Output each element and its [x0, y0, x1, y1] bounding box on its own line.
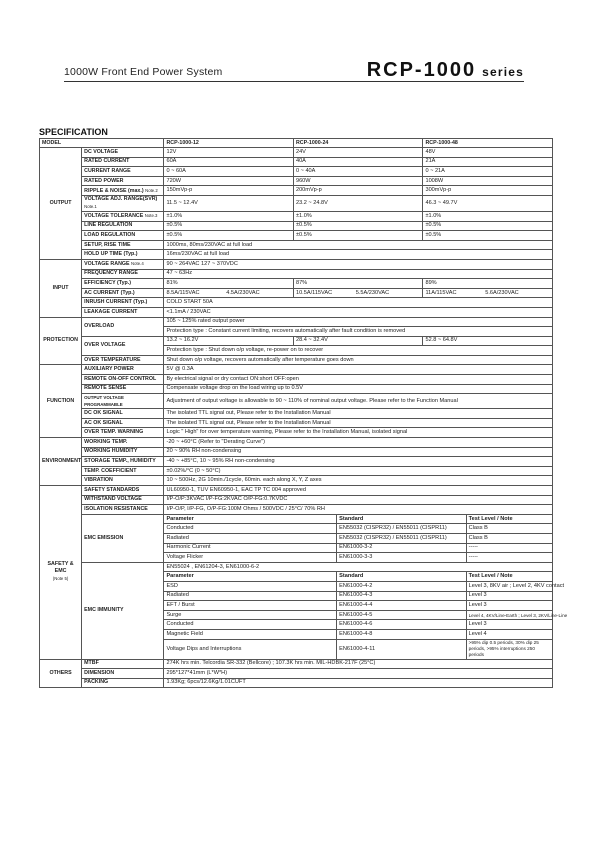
label: SETUP, RISE TIME — [82, 240, 164, 250]
value: Shut down o/p voltage, recovers automatically after temperature goes down — [164, 355, 553, 365]
standard: EN61000-4-8 — [337, 629, 467, 639]
standard: EN61000-4-11 — [337, 639, 467, 659]
param: Conducted — [164, 620, 337, 630]
value: 1000ms, 80ms/230VAC at full load — [164, 240, 553, 250]
value: 90 ~ 264VAC 127 ~ 370VDC — [164, 259, 553, 269]
col-rcp-1000-24: RCP-1000-24 — [293, 139, 423, 148]
group-output: OUTPUT — [40, 148, 82, 260]
standard: EN61000-3-3 — [337, 553, 467, 563]
level: Class B — [466, 533, 552, 543]
value: I/P-O/P, I/P-FG, O/P-FG:100M Ohms / 500VDC / 25°C/ 70% RH — [164, 505, 553, 515]
spec-title: SPECIFICATION — [39, 127, 108, 137]
value: UL60950-1, TUV EN60950-1, EAC TP TC 004 approved — [164, 486, 553, 496]
param: Magnetic Field — [164, 629, 337, 639]
value-line1: 105 ~ 125% rated output power — [164, 317, 553, 327]
value-48: 52.8 ~ 64.8V — [423, 336, 553, 346]
label: HOLD UP TIME (Typ.) — [82, 250, 164, 260]
value-12: ±0.5% — [164, 221, 294, 231]
row-load-regulation — [40, 231, 553, 241]
value: 1.93Kg; 6pcs/12.6Kg/1.01CUFT — [164, 678, 553, 688]
value-48: 300mVp-p — [423, 186, 553, 196]
label: OVER TEMPERATURE — [82, 355, 164, 365]
value: EN55024 , EN61204-3, EN61000-6-2 — [164, 562, 553, 572]
value: -20 ~ +60°C (Refer to "Derating Curve") — [164, 438, 553, 448]
row-leakage-current — [40, 307, 553, 317]
row-output-programmable — [40, 394, 553, 409]
col-rcp-1000-48: RCP-1000-48 — [423, 139, 553, 148]
label: OVERLOAD — [82, 317, 164, 336]
label: LEAKAGE CURRENT — [82, 307, 164, 317]
level: Class B — [466, 524, 552, 534]
value: -40 ~ +85°C, 10 ~ 95% RH non-condensing — [164, 457, 553, 467]
label: AC CURRENT (Typ.) — [82, 288, 164, 298]
label: WORKING HUMIDITY — [82, 447, 164, 457]
row-over-temperature — [40, 355, 553, 365]
value-24: 0 ~ 40A — [293, 167, 423, 177]
param: EFT / Burst — [164, 601, 337, 611]
value: The isolated TTL signal out, Please refer to the Installation Manual — [164, 409, 553, 419]
row-dc-voltage — [40, 148, 553, 158]
note-ref: Note.1 — [84, 203, 97, 209]
value-12: 13.2 ~ 16.2V — [164, 336, 294, 346]
label-text: VOLTAGE TOLERANCE — [84, 213, 144, 220]
value-12: ±0.5% — [164, 231, 294, 241]
value-24 — [293, 288, 423, 298]
standard: EN61000-4-3 — [337, 591, 467, 601]
label: AUXILIARY POWER — [82, 365, 164, 375]
series-label: series — [482, 65, 524, 79]
param: Surge — [164, 610, 337, 620]
value-115: 11A/115VAC — [425, 289, 457, 296]
group-environment: ENVIRONMENT — [40, 438, 82, 486]
label: DIMENSION — [82, 669, 164, 679]
row-dimension — [40, 669, 553, 679]
label: LOAD REGULATION — [82, 231, 164, 241]
label: INRUSH CURRENT (Typ.) — [82, 298, 164, 308]
value-12: 11.5 ~ 12.4V — [164, 195, 294, 211]
level: ----- — [466, 543, 552, 553]
row-over-temp-warning — [40, 428, 553, 438]
standard: EN61000-3-2 — [337, 543, 467, 553]
value-115: 10.5A/115VAC — [295, 289, 333, 296]
head-standard: Standard — [337, 572, 467, 582]
value-48 — [423, 288, 553, 298]
value: <1.1mA / 230VAC — [164, 307, 553, 317]
row-dc-ok — [40, 409, 553, 419]
level: Level 3, 8KV air ; Level 2, 4KV contact — [466, 581, 552, 591]
row-mtbf — [40, 659, 553, 669]
value-48: 89% — [423, 279, 553, 289]
label: STORAGE TEMP., HUMIDITY — [82, 457, 164, 467]
head-level: Test Level / Note — [466, 514, 552, 524]
value-24: 24V — [293, 148, 423, 158]
value-48: 46.3 ~ 49.7V — [423, 195, 553, 211]
value-24: ±0.5% — [293, 231, 423, 241]
group-line1: SAFETY & — [47, 561, 74, 568]
label: DC OK SIGNAL — [82, 409, 164, 419]
row-working-humidity — [40, 447, 553, 457]
document-header — [64, 58, 524, 80]
label: OVER VOLTAGE — [82, 336, 164, 355]
note-ref: Note.4 — [131, 261, 144, 267]
label: WITHSTAND VOLTAGE — [82, 495, 164, 505]
row-ac-current — [40, 288, 553, 298]
value-24: 28.4 ~ 32.4V — [293, 336, 423, 346]
standard: EN61000-4-2 — [337, 581, 467, 591]
row-vibration — [40, 476, 553, 486]
param: Radiated — [164, 591, 337, 601]
param: Voltage Flicker — [164, 553, 337, 563]
label: FREQUENCY RANGE — [82, 269, 164, 279]
label: SAFETY STANDARDS — [82, 486, 164, 496]
head-standard: Standard — [337, 514, 467, 524]
value-24: 87% — [293, 279, 423, 289]
row-setup-rise — [40, 240, 553, 250]
immunity-standard-row — [40, 562, 553, 572]
standard: EN61000-4-5 — [337, 610, 467, 620]
value-48: 48V — [423, 148, 553, 158]
level: Level 3 — [466, 620, 552, 630]
label: RATED POWER — [82, 176, 164, 186]
level: ----- — [466, 553, 552, 563]
row-voltage-range — [40, 259, 553, 269]
label — [82, 195, 164, 211]
row-voltage-adj — [40, 195, 553, 211]
model-header: MODEL — [40, 139, 164, 148]
label: EMC IMMUNITY — [82, 562, 164, 659]
value: 295*127*41mm (L*W*H) — [164, 669, 553, 679]
value-48: 0 ~ 21A — [423, 167, 553, 177]
value: Compensate voltage drop on the load wiring up to 0.5V — [164, 384, 553, 394]
value-230: 5.5A/230VAC — [355, 289, 390, 296]
level: Level 4, 4KV/Line-Earth ; Level 3, 2KV/Line-Line — [466, 610, 552, 620]
row-remote-sense — [40, 384, 553, 394]
value: 274K hrs min. Telcordia SR-332 (Bellcore) ; 107.3K hrs min. MIL-HDBK-217F (25°C) — [164, 659, 553, 669]
standard: EN61000-4-6 — [337, 620, 467, 630]
row-withstand-voltage — [40, 495, 553, 505]
label: ISOLATION RESISTANCE — [82, 505, 164, 515]
row-working-temp — [40, 438, 553, 448]
value: The isolated TTL signal out, Please refer to the Installation Manual — [164, 418, 553, 428]
row-efficiency — [40, 279, 553, 289]
value-12: 60A — [164, 157, 294, 167]
label: MTBF — [82, 659, 164, 669]
value-48: 1008W — [423, 176, 553, 186]
label: DC VOLTAGE — [82, 148, 164, 158]
param: Voltage Dips and Interruptions — [164, 639, 337, 659]
label — [82, 259, 164, 269]
value-12: ±1.0% — [164, 211, 294, 221]
group-safety-emc — [40, 486, 82, 660]
value-115: 8.5A/115VAC — [166, 289, 200, 296]
row-voltage-tolerance — [40, 211, 553, 221]
row-temp-coefficient — [40, 466, 553, 476]
group-protection: PROTECTION — [40, 317, 82, 365]
value-230: 4.5A/230VAC — [226, 289, 260, 296]
row-current-range — [40, 167, 553, 177]
value-line2: Protection type : Constant current limiting, recovers automatically after fault condition is removed — [164, 327, 553, 337]
row-isolation-resistance — [40, 505, 553, 515]
level: Level 3 — [466, 601, 552, 611]
label-text: VOLTAGE RANGE — [84, 261, 130, 268]
header-row — [40, 139, 553, 148]
param: Harmonic Current — [164, 543, 337, 553]
value: 47 ~ 63Hz — [164, 269, 553, 279]
label: LINE REGULATION — [82, 221, 164, 231]
label-text: VOLTAGE ADJ. RANGE(SVR) — [84, 195, 158, 202]
label: EFFICIENCY (Typ.) — [82, 279, 164, 289]
value-12: 12V — [164, 148, 294, 158]
standard: EN55032 (CISPR32) / EN55011 (CISPR11) — [337, 524, 467, 534]
label: AC OK SIGNAL — [82, 418, 164, 428]
row-over-voltage — [40, 336, 553, 346]
value: COLD START 50A — [164, 298, 553, 308]
label: RATED CURRENT — [82, 157, 164, 167]
standard: EN55032 (CISPR32) / EN55011 (CISPR11) — [337, 533, 467, 543]
label — [82, 186, 164, 196]
value: ±0.02%/°C (0 ~ 50°C) — [164, 466, 553, 476]
value-48: ±0.5% — [423, 231, 553, 241]
header-model — [367, 59, 524, 82]
row-hold-up — [40, 250, 553, 260]
label — [82, 211, 164, 221]
head-level: Test Level / Note — [466, 572, 552, 582]
value-24: 200mVp-p — [293, 186, 423, 196]
value: I/P-O/P:3KVAC I/P-FG:2KVAC O/P-FG:0.7KVDC — [164, 495, 553, 505]
row-storage — [40, 457, 553, 467]
value: 5V @ 0.3A — [164, 365, 553, 375]
value: Adjustment of output voltage is allowable to 90 ~ 110% of nominal output voltage. Please refer to the Function Manual — [164, 394, 553, 409]
spec-table — [39, 138, 568, 688]
label: REMOTE SENSE — [82, 384, 164, 394]
value: 10 ~ 500Hz, 2G 10min./1cycle, 60min. each along X, Y, Z axes — [164, 476, 553, 486]
row-aux-power — [40, 365, 553, 375]
value-48: ±1.0% — [423, 211, 553, 221]
value-12: 81% — [164, 279, 294, 289]
standard: EN61000-4-4 — [337, 601, 467, 611]
value-24: ±0.5% — [293, 221, 423, 231]
value-24: 40A — [293, 157, 423, 167]
group-input: INPUT — [40, 259, 82, 317]
value-24: 960W — [293, 176, 423, 186]
group-line2: EMC — [54, 568, 67, 575]
label: EMC EMISSION — [82, 514, 164, 562]
row-remote-onoff — [40, 375, 553, 385]
group-note: (Note 5) — [52, 576, 69, 582]
level: Level 3 — [466, 591, 552, 601]
value-12: 720W — [164, 176, 294, 186]
group-function: FUNCTION — [40, 365, 82, 438]
value-12: 150mVp-p — [164, 186, 294, 196]
row-ripple-noise — [40, 186, 553, 196]
header-subtitle: 1000W Front End Power System — [64, 66, 223, 78]
row-inrush-current — [40, 298, 553, 308]
col-rcp-1000-12: RCP-1000-12 — [164, 139, 294, 148]
value-line2: Protection type : Shut down o/p voltage, re-power on to recover — [164, 346, 553, 356]
value: By electrical signal or dry contact ON:short OFF:open — [164, 375, 553, 385]
value-230: 5.6A/230VAC — [485, 289, 519, 296]
row-ac-ok — [40, 418, 553, 428]
label-text: RIPPLE & NOISE (max.) — [84, 187, 144, 194]
value: Logic " High" for over temperature warning, Please refer to the Installation Manual, isolated signal — [164, 428, 553, 438]
head-param: Parameter — [164, 572, 337, 582]
label: PACKING — [82, 678, 164, 688]
row-rated-current — [40, 157, 553, 167]
value: 20 ~ 90% RH non-condensing — [164, 447, 553, 457]
label: WORKING TEMP. — [82, 438, 164, 448]
value-12 — [164, 288, 294, 298]
row-overload — [40, 317, 553, 327]
group-others: OTHERS — [40, 659, 82, 688]
label: TEMP. COEFFICIENT — [82, 466, 164, 476]
label: CURRENT RANGE — [82, 167, 164, 177]
label: VIBRATION — [82, 476, 164, 486]
head-param: Parameter — [164, 514, 337, 524]
row-frequency-range — [40, 269, 553, 279]
row-packing — [40, 678, 553, 688]
value-24: ±1.0% — [293, 211, 423, 221]
value-24: 23.2 ~ 24.8V — [293, 195, 423, 211]
param: Conducted — [164, 524, 337, 534]
label: OVER TEMP. WARNING — [82, 428, 164, 438]
value-12: 0 ~ 60A — [164, 167, 294, 177]
note-ref: Note.2 — [145, 187, 158, 193]
row-rated-power — [40, 176, 553, 186]
row-safety-standards — [40, 486, 553, 496]
model-name: RCP-1000 — [366, 59, 477, 81]
value-48: ±0.5% — [423, 221, 553, 231]
param: Radiated — [164, 533, 337, 543]
note-ref: Note.3 — [144, 213, 158, 219]
label: OUTPUT VOLTAGE PROGRAMMABLE — [82, 394, 164, 409]
value: 16ms/230VAC at full load — [164, 250, 553, 260]
param: ESD — [164, 581, 337, 591]
level: >95% dip 0.5 periods, 30% dip 25 periods, >95% interruptions 250 periods — [466, 639, 552, 659]
level: Level 4 — [466, 629, 552, 639]
emission-header-row — [40, 514, 553, 524]
header-divider — [64, 81, 524, 82]
label: REMOTE ON-OFF CONTROL — [82, 375, 164, 385]
value-48: 21A — [423, 157, 553, 167]
row-line-regulation — [40, 221, 553, 231]
